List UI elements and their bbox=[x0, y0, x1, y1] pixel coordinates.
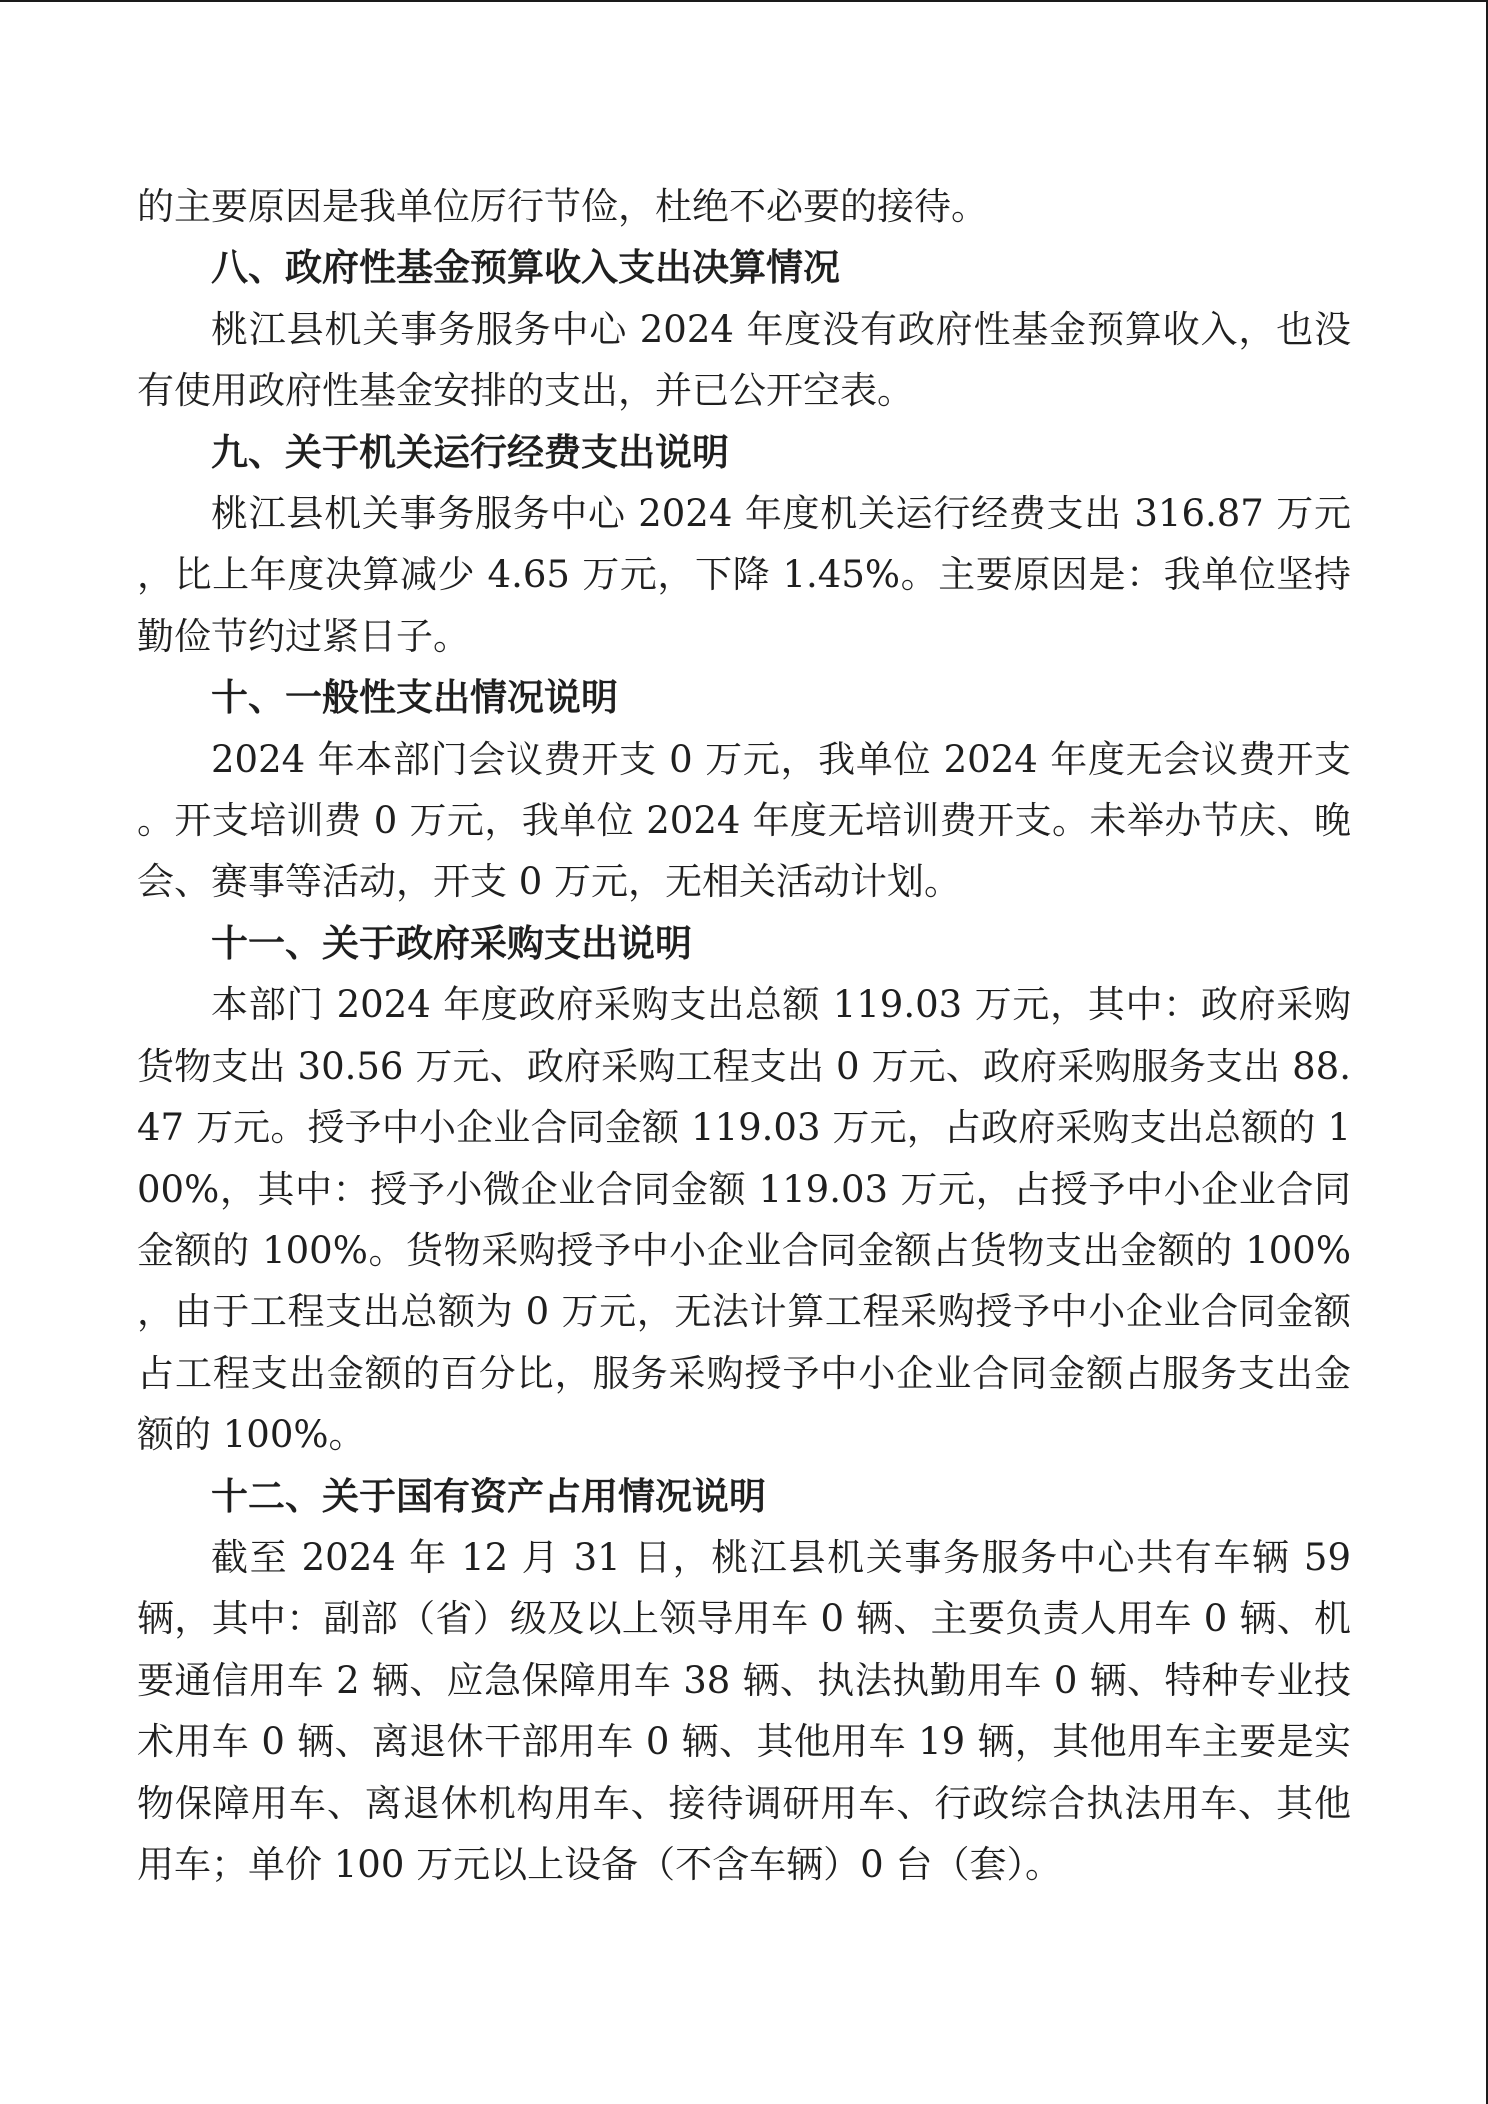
section-heading-11: 十一、关于政府采购支出说明 bbox=[211, 920, 692, 965]
paragraph-procurement: 本部门 2024 年度政府采购支出总额 119.03 万元，其中：政府采购货物支出 30.56 万元、政府采购工程支出 0 万元、政府采购服务支出 88.47 万元。授予中小企业合同金额 119.03 万元，占政府采购支出总额的 100%，其中：授予小微企业合同金额 119.03 万元，占授予中小企业合同金额的 100%。货物采购授予中小企业合同金额占货物支出金额的 100%，由于工程支出总额为 0 万元，无法计算工程采购授予中小企业合同金额占工程支出金额的百分比，服务采购授予中小企业合同金额占服务支出金额的 100%。 bbox=[137, 983, 1351, 1457]
continuation-paragraph: 的主要原因是我单位厉行节俭，杜绝不必要的接待。 bbox=[137, 185, 988, 228]
section-heading-10: 十、一般性支出情况说明 bbox=[211, 675, 618, 720]
paragraph-general-expenses: 2024 年本部门会议费开支 0 万元，我单位 2024 年度无会议费开支。开支培训费 0 万元，我单位 2024 年度无培训费开支。未举办节庆、晚会、赛事等活动，开支 0 万元，无相关活动计划。 bbox=[137, 737, 1351, 904]
document-body bbox=[137, 176, 1351, 1895]
section-heading-12: 十二、关于国有资产占用情况说明 bbox=[211, 1473, 766, 1518]
paragraph-operating-expenses: 桃江县机关事务服务中心 2024 年度机关运行经费支出 316.87 万元，比上年度决算减少 4.65 万元，下降 1.45%。主要原因是：我单位坚持勤俭节约过紧日子。 bbox=[137, 492, 1351, 658]
paragraph-government-fund: 桃江县机关事务服务中心 2024 年度没有政府性基金预算收入，也没有使用政府性基金安排的支出，并已公开空表。 bbox=[137, 307, 1351, 413]
section-heading-8: 八、政府性基金预算收入支出决算情况 bbox=[211, 245, 840, 290]
section-heading-9: 九、关于机关运行经费支出说明 bbox=[211, 429, 729, 474]
paragraph-state-assets: 截至 2024 年 12 月 31 日，桃江县机关事务服务中心共有车辆 59 辆，其中：副部（省）级及以上领导用车 0 辆、主要负责人用车 0 辆、机要通信用车 2 辆、应急保障用车 38 辆、执法执勤用车 0 辆、特种专业技术用车 0 辆、离退休干部用车 0 辆、其他用车 19 辆，其他用车主要是实物保障用车、离退休机构用车、接待调研用车、行政综合执法用车、其他用车；单价 100 万元以上设备（不含车辆）0 台（套）。 bbox=[137, 1535, 1351, 1886]
